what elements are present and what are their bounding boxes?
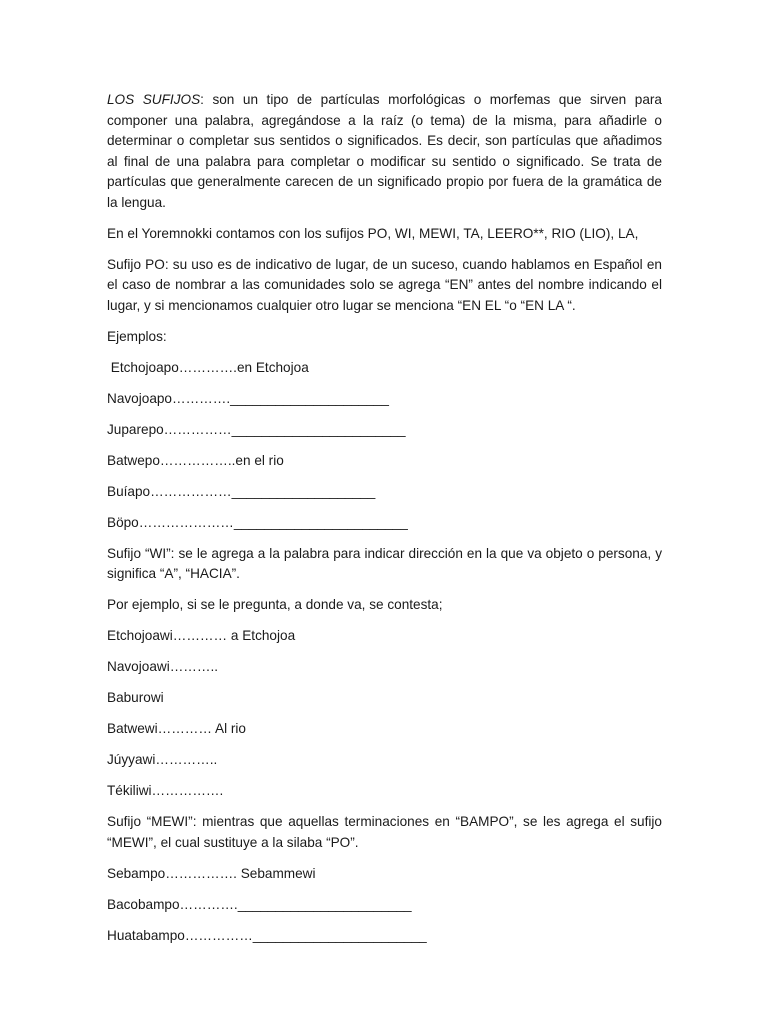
wi-example-line: Baburowi bbox=[107, 690, 164, 705]
yoremnokki-paragraph: En el Yoremnokki contamos con los sufijos PO, WI, MEWI, TA, LEERO**, RIO (LIO), LA, bbox=[107, 225, 639, 241]
intro-paragraph bbox=[107, 90, 662, 213]
mewi-example-line: Huatabampo……………_______________________ bbox=[107, 927, 427, 943]
sufijo-wi-paragraph: Sufijo “WI”: se le agrega a la palabra para indicar dirección en la que va objeto o persona, y significa “A”, “HACIA”. bbox=[107, 545, 662, 581]
ejemplos-label: Ejemplos: bbox=[107, 328, 167, 344]
intro-term: LOS SUFIJOS bbox=[107, 92, 201, 107]
wi-examples-list bbox=[107, 626, 662, 802]
mewi-example-line: Bacobampo…………._______________________ bbox=[107, 896, 412, 912]
wi-example-line: Tékiliwi……………. bbox=[107, 783, 224, 798]
po-example-line: Navojoapo…………._____________________ bbox=[107, 390, 389, 406]
wi-example-line: Etchojoawi………… a Etchojoa bbox=[107, 628, 296, 643]
document-page bbox=[107, 90, 662, 957]
po-example-line: Etchojoapo………….en Etchojoa bbox=[107, 359, 309, 375]
po-examples-list bbox=[107, 358, 662, 534]
po-example-line: Buíapo………………___________________ bbox=[107, 483, 376, 499]
intro-text: : son un tipo de partículas morfológicas o morfemas que sirven para componer una palabra, agregándose a la raíz (o tema) de la misma, para añadirle o determinar o completar sus sentidos o significados. Es decir, son partículas que añadimos al final de una palabra para completar o modificar su sentido o significado. Se trata de partículas que generalmente carecen de un significado propio por fuera de la gramática de la lengua. bbox=[107, 92, 662, 210]
mewi-example-line: Sebampo……………. Sebammewi bbox=[107, 865, 316, 881]
wi-example-line: Júyyawi………….. bbox=[107, 752, 218, 767]
mewi-examples-list bbox=[107, 864, 662, 947]
wi-example-line: Batwewi………… Al rio bbox=[107, 721, 246, 736]
por-ejemplo-paragraph: Por ejemplo, si se le pregunta, a donde va, se contesta; bbox=[107, 597, 443, 612]
po-example-line: Böpo…………………_______________________ bbox=[107, 514, 408, 530]
sufijo-mewi-paragraph: Sufijo “MEWI”: mientras que aquellas terminaciones en “BAMPO”, se les agrega el sufijo “MEWI”, el cual sustituye a la silaba “PO”. bbox=[107, 814, 662, 850]
wi-example-line: Navojoawi……….. bbox=[107, 659, 219, 674]
po-example-line: Juparepo……………_______________________ bbox=[107, 421, 406, 437]
sufijo-po-paragraph: Sufijo PO: su uso es de indicativo de lugar, de un suceso, cuando hablamos en Español en el caso de nombrar a las comunidades solo se agrega “EN” antes del nombre indicando el lugar, y si mencionamos cualquier otro lugar se menciona “EN EL “o “EN LA “. bbox=[107, 256, 662, 313]
po-example-line: Batwepo……………..en el rio bbox=[107, 452, 284, 468]
